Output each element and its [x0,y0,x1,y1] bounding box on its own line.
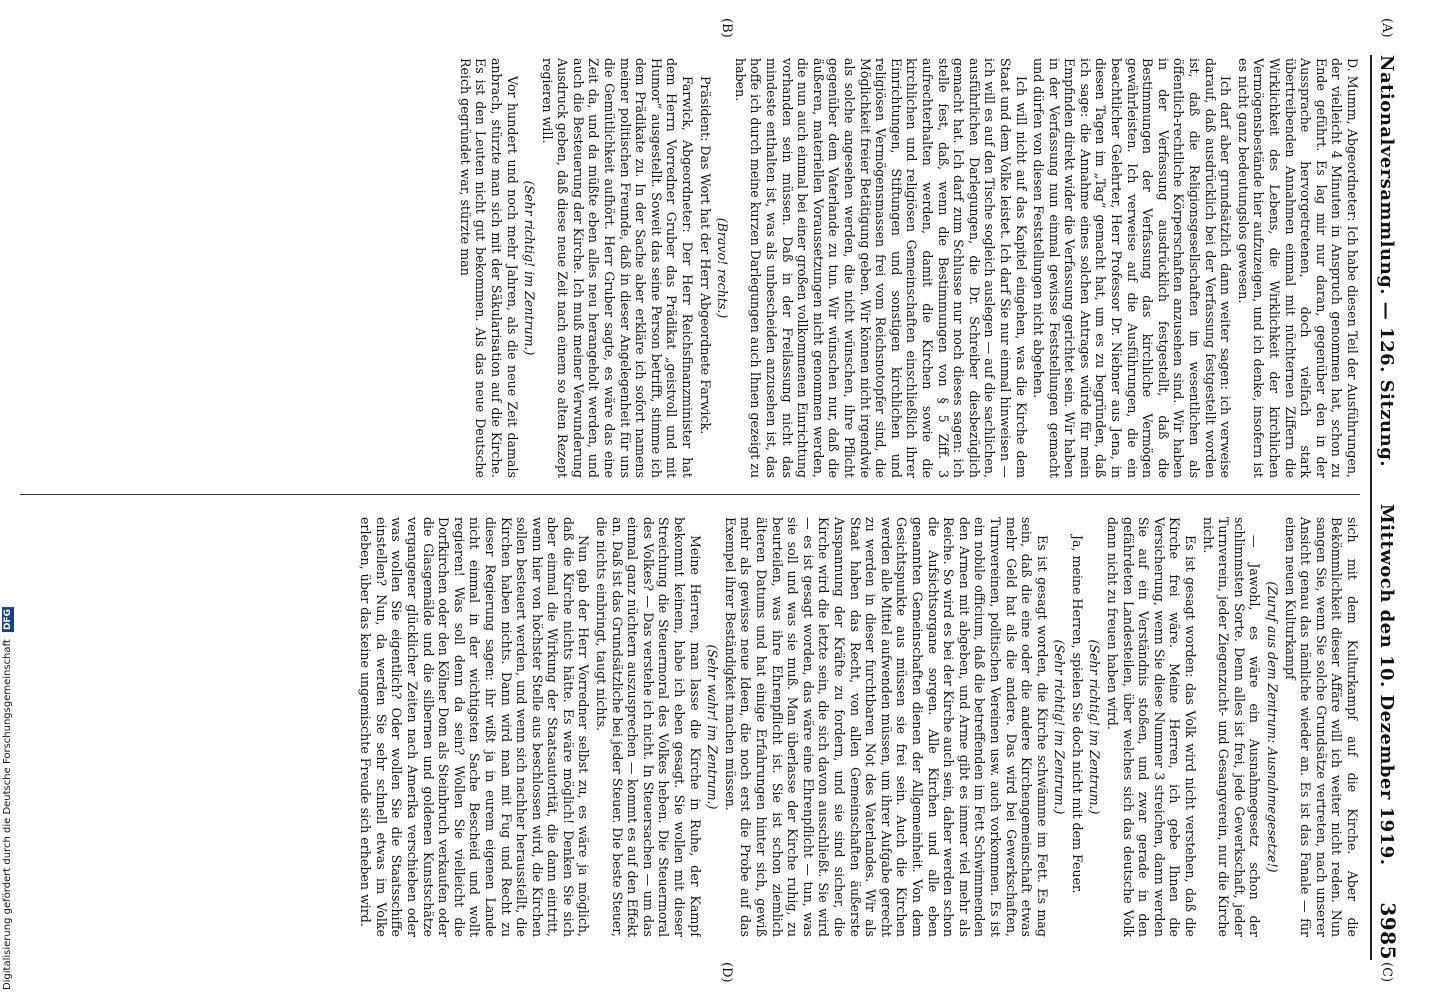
paragraph: Ja, meine Herren, spielen Sie doch nicht mit dem Feuer. [1069,535,1085,894]
paragraph: Vor hundert und noch mehr Jahren, als die neue Zeit damals anbrach, stürzte man sich mit der Säkularisation auf die Kirche. Es ist den Leuten nicht gut bekommen. Als das neue Deutsche Reich gegründet war, stürzte man [457,58,520,478]
digitization-text: Digitalisierung gefördert durch die Deutsche Forschungsgemeinschaft [2,639,13,990]
paragraph: Meine Herren, man lasse die Kirche in Ruhe, der Kampf bekommt keinem, habe ich eben gesagt. Sie wollen mit dieser Streichung die Steuermoral des Volkes heben. Die Steuermoral des Volkes? — Das verstehe ich nicht. In Steuersachen — um das einmal ganz nüchtern auszusprechen — kommt es auf den Effekt an. Daß ist das Grundsätzliche bei jeder Steuer. Die beste Steuer, die nichts einbringt, taugt nichts. [594,517,703,937]
paragraph: D. Mumm, Abgeordneter: Ich habe diesen Teil der Ausführungen, der vielleicht 4 Minuten in Anspruch genommen hat, schon zu Ende geführt. Es lag mir nur daran, gegenüber den in der Aussprache hervorgetretenen, doch vielfach stark übertreibenden Annahmen einmal mit nüchternen Ziffern die Wirklichkeit des Lebens, die Wirklichkeit der kirchlichen Vermögensbestände hier aufzuzeigen, und ich denke, insofern ist es nicht ganz bedeutungslos gewesen. [1235,58,1360,478]
margin-mark-b: (B) [719,18,734,38]
paragraph: Nun gab der Herr Vorredner selbst zu, es wäre ja möglich, daß die Kirche nichts hätte. Es wäre möglich! Denken Sie sich aber einmal die Wirkung der Staatsautorität, die dann eintritt, wenn hier von höchster Stelle aus beschlossen wird, die Kirchen sollen besteuert werden, und wenn sich nachher herausstellt, die Kirchen haben nichts. Dann wird man mit Fug und Recht zu dieser Regierung sagen: ihr wißt ja in eurem eigenen Lande nicht einmal in der wichtigsten Sache Bescheid und wollt regieren! Was soll denn da sein? Wollen Sie vielleicht die Dorfkirchen oder den Kölner Dom als Steinbruch verkaufen oder die Glasgemälde und die silbernen und goldenen Kunstschätze vergangener glücklicher Zeiten nach Amerika verschieben oder was wollen Sie eigentlich? Oder wollen Sie die Staatsschiffe einstellen? Nun, da werden Sie sehr schnell etwas im Volke erleben, über das keine ungemischte Freude sich erheben wird. [358,517,592,937]
right-column [15,517,1360,937]
page-number: 3985 [1376,902,1400,960]
digitization-note [2,607,14,990]
paragraph: sich mit dem Kulturkampf auf die Kirche. Aber die Bekömmlichkeit dieser Affäre will ich weiter nicht reden. Nun sangen Sie, wenn Sie solche Grundsätze vertreten, nach unserer Ansicht genau das nämliche wieder an. Es ist das Fanale — für einen neuen Kulturkampf [1282,517,1360,937]
interjection: (Bravo! rechts.) [715,217,731,319]
paragraph: Ich darf aber grundsätzlich dann weiter sagen: ich verweise darauf, daß ausdrücklich bei der Verfassung festgestellt worden ist, daß die Religionsgesellschaften im wesentlichen als öffentlich-rechtliche Körperschaften anzusehen sind. Wir haben in der Verfassung ausdrücklich festgestellt, daß die Bestimmungen der Verfassung das kirchliche Vermögen gewährleisten. Ich verweise auf die Ausführungen, die ein beachtlicher Gelehrter, Herr Professor Dr. Niebner aus Jena, in diesen Tagen im „Tag“ gemacht hat, um es zu begründen, daß ich sage: die Annahme eines solchen Antrages würde für mein Empfinden direkt wider die Verfassung gerichtet sein. Wir haben in der Verfassung nun einmal gewisse Feststellungen gemacht und dürfen von diesen Feststellungen nicht abgehen. [1031,58,1234,478]
interjection: (Sehr wahr! im Zentrum.) [705,644,721,810]
paragraph: Präsident: Das Wort hat der Herr Abgeordnete Farwick. [697,76,713,435]
header-date: Mittwoch den 10. Dezember 1919. [1376,503,1397,866]
paragraph: Es ist gesagt worden: das Volk wird nicht verstehen, daß die Kirche frei wäre. Meine Herren, ich gebe Ihnen die Versicherung, wenn Sie diese Nummer 3 streichen, dann werden Sie auf ein Verständnis stoßen, und zwar gerade in den gefährdeten Landesteilen, über welches sich das deutsche Volk dann nicht zu freuen haben wird. [1105,517,1199,937]
page-header [1370,55,1416,960]
interjection: (Zuruf aus dem Zentrum: Ausnahmegesetze!) [1265,581,1281,873]
margin-mark-d: (D) [719,962,734,983]
interjection: (Sehr richtig! im Zentrum.) [522,180,538,356]
interjection: (Sehr richtig! im Zentrum.) [1052,639,1068,815]
margin-mark-c: (C) [1379,962,1394,983]
left-column [15,58,1360,478]
paragraph: Ich will nicht auf das Kapitel eingehen, was die Kirche dem Staat und dem Volke leistet. Ich darf Sie nur einmal hinweisen — ich will es auf den Tische sogleich auslegen — auf die sachlichen, ausführlichen Darlegungen, die Dr. Schreiber diesbezüglich gemacht hat. Ich darf zum Schlusse nur noch dieses sagen: ich stelle fest, daß, wenn die Bestimmungen von § 5 Ziff. 3 aufrechterhalten werden, damit die Kirchen sowie die kirchlichen und religiösen Gemeinschaften einschließlich ihrer Einrichtungen, Stiftungen und sonstigen kirchlichen und religiösen Vermögensmassen frei vom Reichsnotopfer sind, die Möglichkeit freier Betätigung geben. Wir können nicht irgendwie als solche angesehen werden, die nicht wünschen, ihre Pflicht gegenüber dem Vaterlande zu tun. Wir wünschen nur, daß die äußeren, materiellen Voraussetzungen nicht genommen werden, die nun auch einmal bei einer großen vollkommenen Einrichtung vorhanden sein müssen. Daß in der Freilassung nicht das mindeste enthalten ist, was als unbescheiden anzusehen ist, das hoffe ich durch meine kurzen Darlegungen auch Ihnen gezeigt zu haben. [732,58,1029,478]
paragraph: Es ist gesagt worden, die Kirche schwämme im Fett. Es mag sein, daß die eine oder die andere Kirchengemeinschaft etwas mehr Geld hat als die andere. Das wird bei Gewerkschaften, Turnvereinen, politischen Vereinen usw. auch vorkommen. Es ist ein nobile officium, daß die betreffenden im Fett Schwimmenden den Armen mit abgeben, und Arme gibt es immer viel mehr als Reiche. So wird es bei der Kirche auch sein, daher werden schon die Aufsichtsorgane sorgen. Alle Kirchen und alle eben genannten Gemeinschaften dienen der Allgemeinheit. Von dem Gesichtspunkte aus müssen sie frei sein. Auch die Kirchen werden alle Mittel aufwenden müssen, um ihrer Aufgabe gerecht zu werden in dieser furchtbaren Not des Vaterlandes. Wir als Staat haben das Recht, von allen Gemeinschaften äußerste Anspannung der Kräfte zu fordern, und sie sind sicher, die Kirche wird die letzte sein, die sich davon ausschließt. Sie wird — es ist gesagt worden, das wäre eine Ehrenpflicht — tun, was sie soll und was sie muß. Man überlasse der Kirche ruhig, zu beurteilen, was ihre Ehrenpflicht ist. Sie ist schon ziemlich älteren Datums und hat einige Erfahrungen hinter sich, gewiß mehr als gewisse neue Ideen, die noch erst die Probe auf das Exempel ihrer Beständigkeit machen müssen. [722,517,1050,937]
header-left: Nationalversammlung. — 126. Sitzung. [1376,55,1397,468]
paragraph: — Jawohl, es wäre ein Ausnahmegesetz schon der schlimmsten Sorte. Denn alles ist frei, jede Gewerkschaft, jeder Turnverein, jeder Ziegenzucht- und Gesangverein, nur die Kirche nicht. [1200,517,1263,937]
margin-mark-a: (A) [1379,18,1394,38]
interjection: (Sehr richtig! im Zentrum.) [1087,639,1103,815]
dfg-logo: DFG [3,608,13,630]
column-divider [20,494,1360,495]
paragraph: Farwick, Abgeordneter: Der Herr Reichsfinanzminister hat dem Herrn Vorredner Gruber das Prädikat „geistvoll und mit Humor“ ausgestellt. Soweit das seine Person betrifft, stimme ich dem Prädikate zu. In der Sache aber erkläre ich sofort namens meiner politischen Freunde, daß in dieser Angelegenheit für uns die Gemütlichkeit aufhört. Herr Gruber sagte, es wäre das eine Zeit da, und da müßte eben alles neu herangeholt werden, und auch die Besteuerung der Kirche. Ich muß meiner Verwunderung Ausdruck geben, daß diese neue Zeit nach einem so alten Rezept regieren will. [539,58,696,478]
